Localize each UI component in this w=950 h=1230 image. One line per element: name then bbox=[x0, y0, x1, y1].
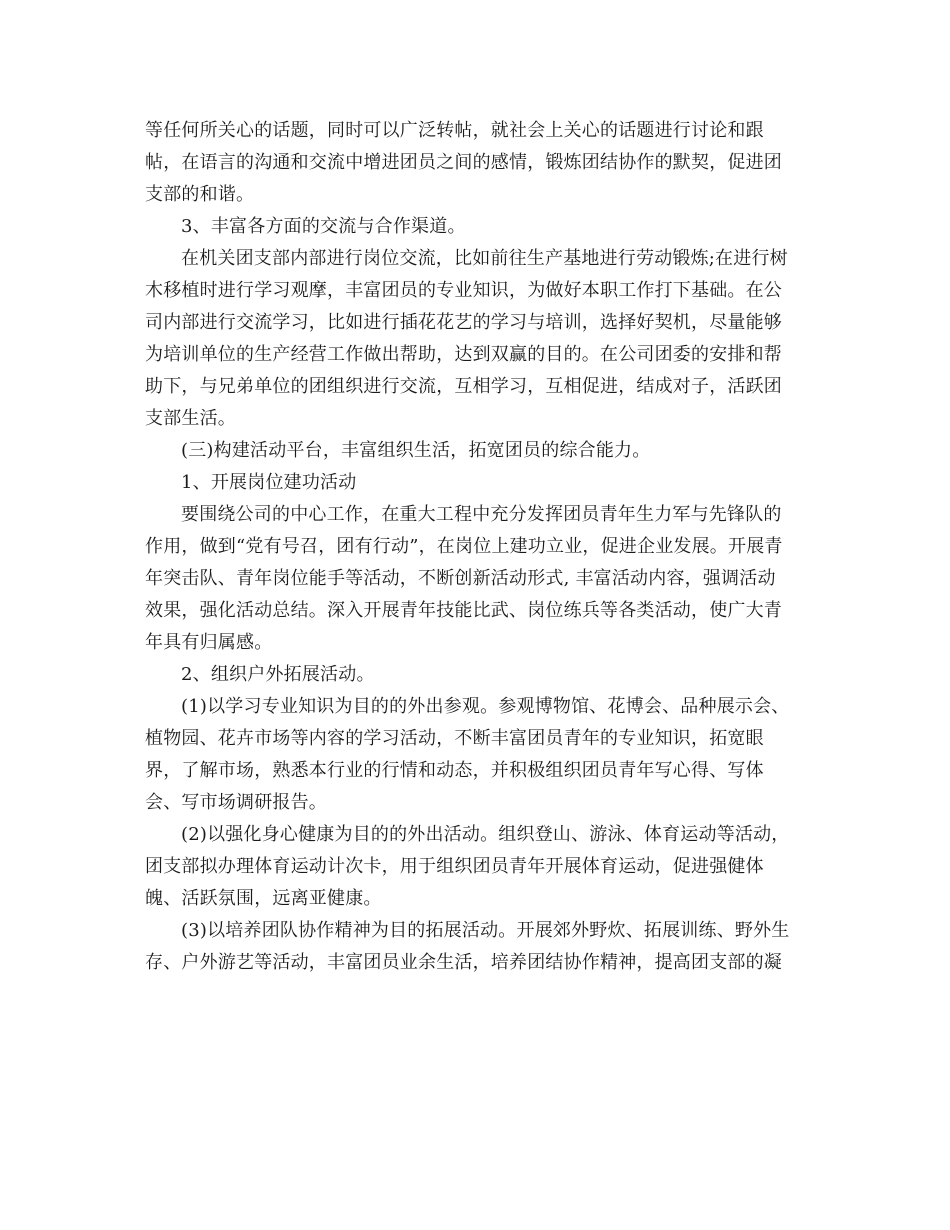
text-line: 作用，做到“党有号召，团有行动”，在岗位上建功立业，促进企业发展。开展青 bbox=[145, 536, 783, 557]
paragraph-start: 要围绕公司的中心工作，在重大工程中充分发挥团员青年生力军与先锋队的 bbox=[181, 504, 782, 525]
text-line: 支部生活。 bbox=[145, 408, 236, 429]
text-line: 植物园、花卉市场等内容的学习活动，不断丰富团员青年的专业知识，拓宽眼 bbox=[145, 728, 764, 749]
text-line: 年突击队、青年岗位能手等活动，不断创新活动形式, 丰富活动内容，强调活动 bbox=[145, 568, 776, 589]
document-body bbox=[145, 115, 805, 979]
text-line: 帖，在语言的沟通和交流中增进团员之间的感情，锻炼团结协作的默契，促进团 bbox=[145, 152, 782, 173]
section-heading: (三)构建活动平台，丰富组织生活，拓宽团员的综合能力。 bbox=[181, 440, 651, 461]
text-line: 效果，强化活动总结。深入开展青年技能比武、岗位练兵等各类活动，使广大青 bbox=[145, 600, 782, 621]
paragraph-start: (2)以强化身心健康为目的的外出活动。组织登山、游泳、体育运动等活动， bbox=[181, 824, 790, 845]
section-heading: 1、开展岗位建功活动 bbox=[181, 472, 357, 493]
text-line: 等任何所关心的话题，同时可以广泛转帖，就社会上关心的话题进行讨论和跟 bbox=[145, 120, 764, 141]
paragraph-start: (3)以培养团队协作精神为目的拓展活动。开展郊外野炊、拓展训练、野外生 bbox=[181, 920, 790, 941]
section-heading: 2、组织户外拓展活动。 bbox=[181, 664, 375, 685]
text-line: 支部的和谐。 bbox=[145, 184, 255, 205]
text-line: 会、写市场调研报告。 bbox=[145, 792, 327, 813]
text-line: 助下，与兄弟单位的团组织进行交流，互相学习，互相促进，结成对子，活跃团 bbox=[145, 376, 782, 397]
text-line: 木移植时进行学习观摩，丰富团员的专业知识，为做好本职工作打下基础。在公 bbox=[145, 280, 782, 301]
text-line: 为培训单位的生产经营工作做出帮助，达到双赢的目的。在公司团委的安排和帮 bbox=[145, 344, 782, 365]
text-line: 存、户外游艺等活动，丰富团员业余生活，培养团结协作精神，提高团支部的凝 bbox=[145, 952, 782, 973]
paragraph-start: (1)以学习专业知识为目的的外出参观。参观博物馆、花博会、品种展示会、 bbox=[181, 696, 790, 717]
text-line: 魄、活跃氛围，远离亚健康。 bbox=[145, 888, 382, 909]
text-line: 团支部拟办理体育运动计次卡，用于组织团员青年开展体育运动，促进强健体 bbox=[145, 856, 764, 877]
text-line: 司内部进行交流学习，比如进行插花花艺的学习与培训，选择好契机，尽量能够 bbox=[145, 312, 782, 333]
text-line: 年具有归属感。 bbox=[145, 632, 273, 653]
text-line: 界，了解市场，熟悉本行业的行情和动态，并积极组织团员青年写心得、写体 bbox=[145, 760, 764, 781]
section-heading: 3、丰富各方面的交流与合作渠道。 bbox=[181, 216, 466, 237]
paragraph-start: 在机关团支部内部进行岗位交流，比如前往生产基地进行劳动锻炼;在进行树 bbox=[181, 248, 788, 269]
